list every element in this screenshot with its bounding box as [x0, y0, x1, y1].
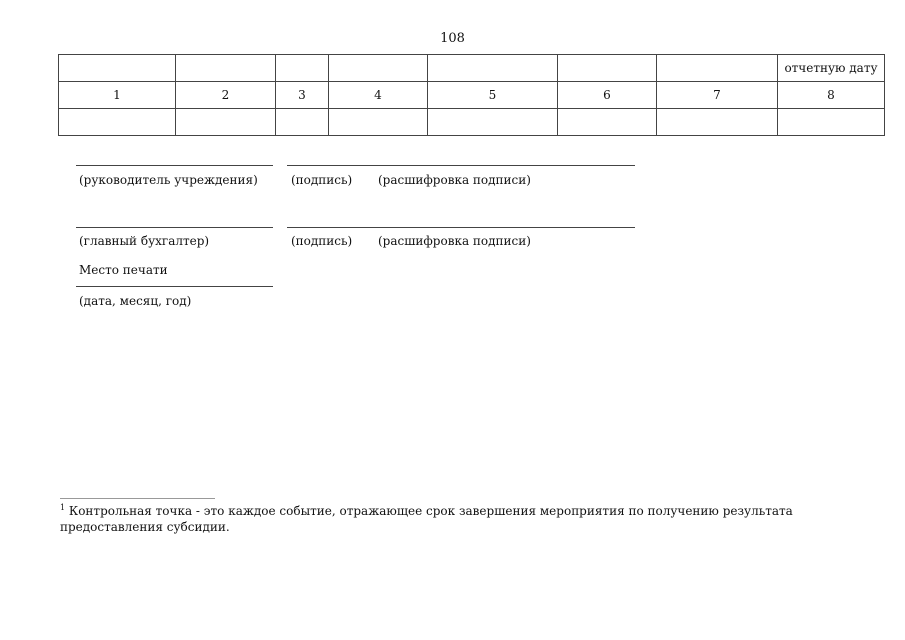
column-number: 3 [276, 82, 329, 109]
table-cell [558, 109, 657, 136]
stamp-place-label: Место печати [79, 263, 168, 277]
footnote-marker: 1 [60, 503, 66, 512]
table-empty-row [59, 109, 885, 136]
table-cell [778, 109, 885, 136]
table-cell [276, 109, 329, 136]
page-number: 108 [440, 31, 465, 46]
head-role-line [76, 165, 273, 166]
table-cell [176, 55, 276, 82]
column-number: 1 [59, 82, 176, 109]
head-signature-label: (подпись) [291, 173, 353, 187]
table-cell [657, 55, 778, 82]
accountant-role-label: (главный бухгалтер) [79, 234, 210, 248]
table-number-row [59, 82, 885, 109]
accountant-signature-label: (подпись) [291, 234, 353, 248]
head-role-label: (руководитель учреждения) [79, 173, 258, 187]
accountant-decoding-label: (расшифровка подписи) [378, 234, 531, 248]
accountant-signature-line [287, 227, 635, 228]
column-number: 5 [428, 82, 558, 109]
head-signature-line [287, 165, 635, 166]
date-line [76, 286, 273, 287]
table-header-row [59, 55, 885, 82]
table-cell [428, 109, 558, 136]
table-cell [329, 109, 428, 136]
table-cell [59, 55, 176, 82]
form-table [58, 54, 885, 136]
accountant-role-line [76, 227, 273, 228]
footnote-separator [60, 498, 215, 499]
table-cell [428, 55, 558, 82]
column-number: 8 [778, 82, 885, 109]
table-cell [558, 55, 657, 82]
table-cell [329, 55, 428, 82]
footnote [60, 503, 850, 535]
table-cell [59, 109, 176, 136]
column-number: 6 [558, 82, 657, 109]
table-cell [657, 109, 778, 136]
footnote-text: Контрольная точка - это каждое событие, отражающее срок завершения мероприятия по получению результата предоставления субсидии. [60, 504, 793, 534]
column-number: 4 [329, 82, 428, 109]
date-label: (дата, месяц, год) [79, 294, 192, 308]
table-cell [276, 55, 329, 82]
table-cell [176, 109, 276, 136]
head-decoding-label: (расшифровка подписи) [378, 173, 531, 187]
column-number: 7 [657, 82, 778, 109]
column-number: 2 [176, 82, 276, 109]
table-cell: отчетную дату [778, 55, 885, 82]
